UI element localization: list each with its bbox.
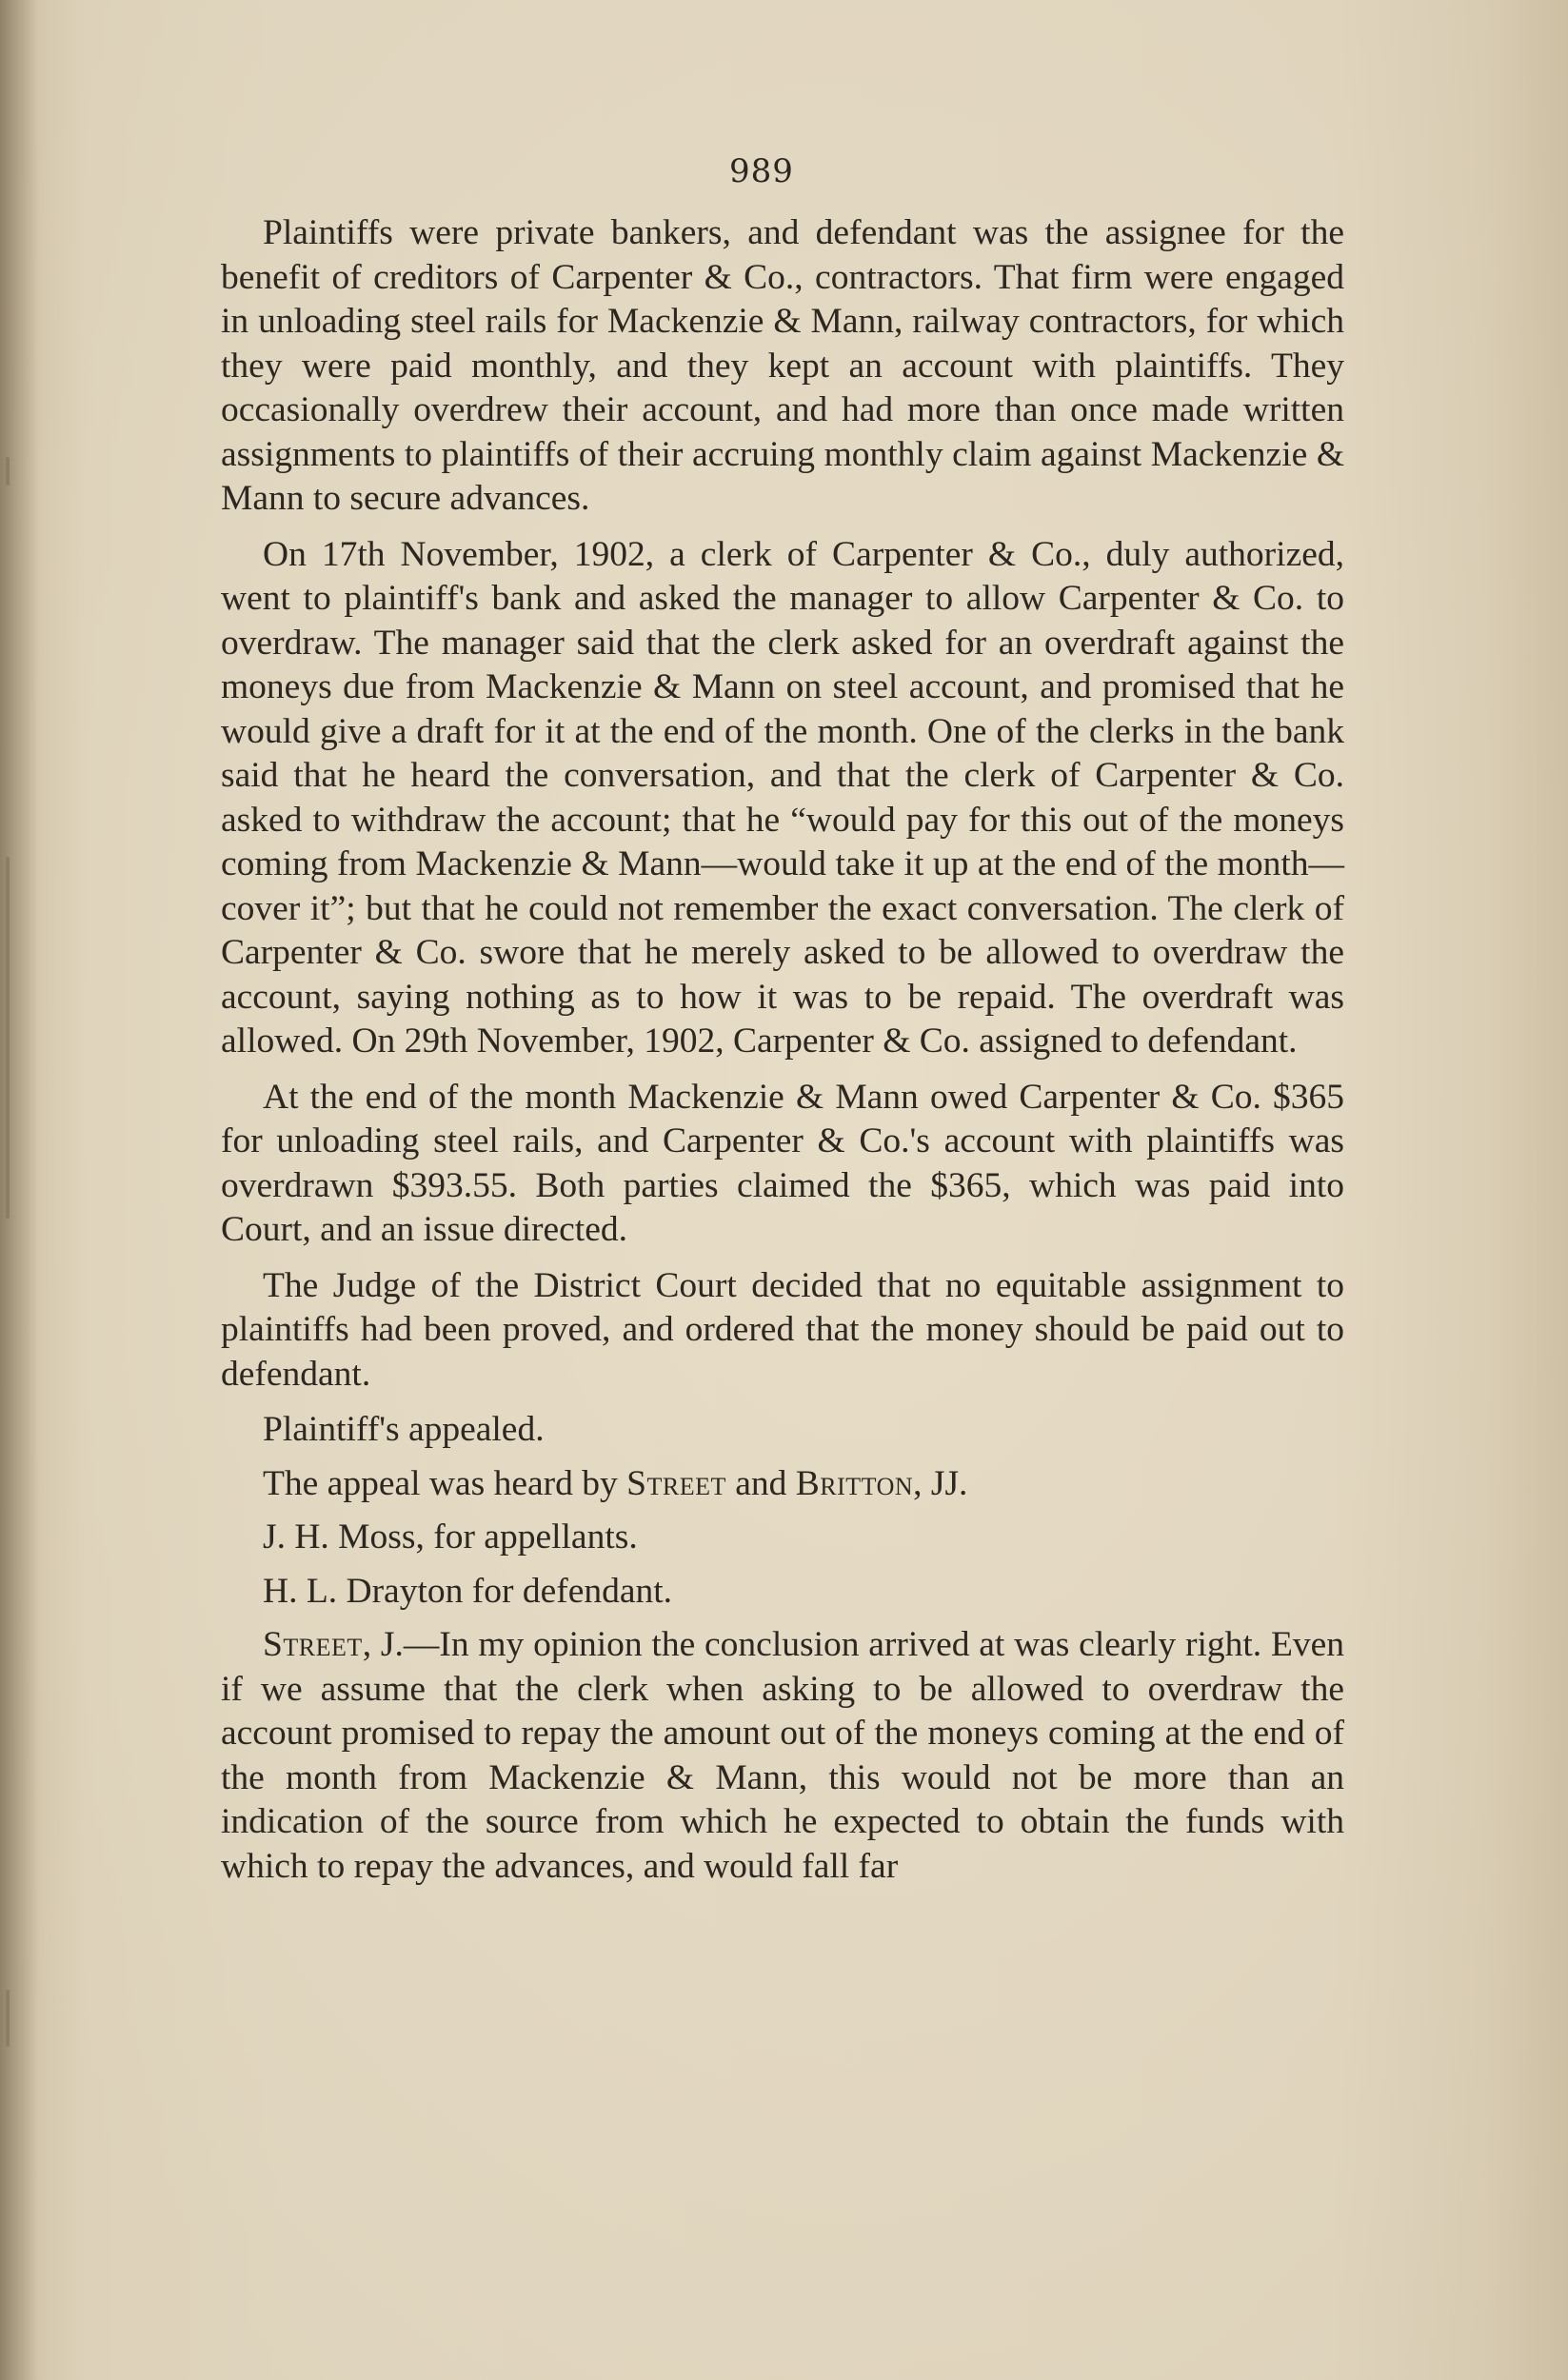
judge-name: Britton	[795, 1463, 914, 1503]
margin-mark	[6, 857, 10, 1219]
judge-name: Street	[263, 1625, 363, 1664]
paragraph-facts: Plaintiffs were private bankers, and defendant was the assignee for the benefit of creditors of Carpenter & Co., contractors. That firm were engaged in unloading steel rails for Mackenzie & Mann, railway contractors, for which they were paid monthly, and they kept an account with plaintiffs. They occasionally overdrew their account, and had more than once made written assignments to plaintiffs of their accruing monthly claim against Mackenzie & Mann to secure advances.	[221, 213, 1344, 518]
page-number: 989	[729, 152, 794, 190]
paragraph-appeal: Plaintiff's appealed.	[263, 1410, 545, 1449]
heard-by-suffix: , JJ.	[913, 1463, 968, 1503]
paragraph-decision: The Judge of the District Court decided that no equitable assignment to plaintiffs had been proved, and ordered that the money should be paid out to defendant.	[221, 1265, 1344, 1394]
judge-name: Street	[626, 1463, 726, 1503]
heard-by-prefix: The appeal was heard by	[263, 1463, 627, 1503]
judgment-text: , J.—In my opinion the conclusion arrived at was clearly right. Even if we assume that the clerk when asking to be allowed to overdraw the account promised to repay the amount out of the moneys coming at the end of the month from Mackenzie & Mann, this would not be more than an indication of the source from which he expected to obtain the funds with which to repay the advances, and would fall far	[221, 1625, 1344, 1886]
paragraph-overdraft: On 17th November, 1902, a clerk of Carpenter & Co., duly authorized, went to plaintiff's bank and asked the manager to allow Carpenter & Co. to overdraw. The manager said that the clerk asked for an overdraft against the moneys due from Mackenzie & Mann on steel account, and promised that he would give a draft for it at the end of the month. One of the clerks in the bank said that he heard the conversation, and that the clerk of Carpenter & Co. asked to withdraw the account; that he “would pay for this out of the moneys coming from Mackenzie & Mann—would take it up at the end of the month—cover it”; but that he could not remember the exact conversation. The clerk of Carpenter & Co. swore that he merely asked to be allowed to overdraw the account, saying nothing as to how it was to be repaid. The overdraft was allowed. On 29th November, 1902, Carpenter & Co. assigned to defendant.	[221, 534, 1344, 1061]
paragraph-counsel-appellants: J. H. Moss, for appellants.	[263, 1517, 638, 1557]
heard-by-and: and	[725, 1463, 796, 1503]
margin-mark	[6, 457, 10, 486]
body-text	[221, 211, 1344, 1900]
paragraph-heard-by	[221, 1462, 1344, 1507]
paragraph-amounts: At the end of the month Mackenzie & Mann owed Carpenter & Co. $365 for unloading steel rails, and Carpenter & Co.'s account with plaintiffs was overdrawn $393.55. Both parties claimed the $365, which was paid into Court, and an issue directed.	[221, 1077, 1344, 1249]
paragraph-judgment	[221, 1623, 1344, 1889]
paragraph-counsel-defendant: H. L. Drayton for defendant.	[263, 1571, 673, 1611]
margin-mark	[6, 1990, 10, 2047]
